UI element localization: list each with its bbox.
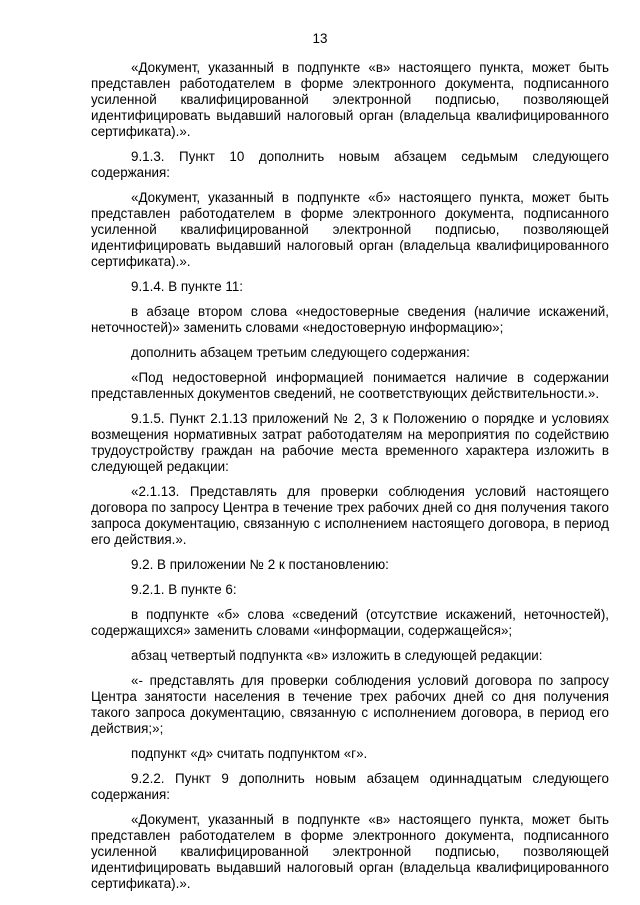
paragraph: «Под недостоверной информацией понимается наличие в содержании представленных документов сведений, не соответствующих действительности.».	[91, 370, 609, 401]
paragraph: 9.2.2. Пункт 9 дополнить новым абзацем одиннадцатым следующего содержания:	[91, 771, 609, 802]
paragraph: «Документ, указанный в подпункте «б» настоящего пункта, может быть представлен работодателем в форме электронного документа, подписанного усиленной квалифицированной электронной подписью, позволяющей идентифицировать выдавший налоговый орган (владельца квалифицированного сертификата).».	[91, 190, 609, 269]
paragraph: подпункт «д» считать подпунктом «г».	[131, 746, 368, 761]
paragraph: 9.1.4. В пункте 11:	[131, 279, 243, 294]
paragraph: дополнить абзацем третьим следующего содержания:	[131, 345, 470, 360]
document-body	[91, 60, 609, 901]
page-number: 13	[312, 31, 328, 46]
paragraph: 9.2. В приложении № 2 к постановлению:	[131, 557, 389, 572]
paragraph: «Документ, указанный в подпункте «в» настоящего пункта, может быть представлен работодателем в форме электронного документа, подписанного усиленной квалифицированной электронной подписью, позволяющей идентифицировать выдавший налоговый орган (владельца квалифицированного сертификата).».	[91, 812, 609, 891]
paragraph: «Документ, указанный в подпункте «в» настоящего пункта, может быть представлен работодателем в форме электронного документа, подписанного усиленной квалифицированной электронной подписью, позволяющей идентифицировать выдавший налоговый орган (владельца квалифицированного сертификата).».	[91, 60, 609, 139]
paragraph: «- представлять для проверки соблюдения условий договора по запросу Центра занятости населения в течение трех рабочих дней со дня получения такого запроса документацию, связанную с исполнением договора, в период его действия;»;	[91, 673, 609, 736]
paragraph: в подпункте «б» слова «сведений (отсутствие искажений, неточностей), содержащихся» заменить словами «информации, содержащейся»;	[91, 607, 609, 638]
paragraph: 9.1.5. Пункт 2.1.13 приложений № 2, 3 к Положению о порядке и условиях возмещения нормативных затрат работодателям на мероприятия по содействию трудоустройству граждан на рабочие места временного характера изложить в следующей редакции:	[91, 411, 609, 474]
paragraph: «2.1.13. Представлять для проверки соблюдения условий настоящего договора по запросу Центра в течение трех рабочих дней со дня получения такого запроса документацию, связанную с исполнением настоящего договора, в период его действия.».	[91, 484, 609, 547]
paragraph: 9.1.3. Пункт 10 дополнить новым абзацем седьмым следующего содержания:	[91, 149, 609, 180]
paragraph: в абзаце втором слова «недостоверные сведения (наличие искажений, неточностей)» заменить словами «недостоверную информацию»;	[91, 304, 609, 335]
paragraph: 9.2.1. В пункте 6:	[131, 582, 237, 597]
paragraph: абзац четвертый подпункта «в» изложить в следующей редакции:	[131, 648, 543, 663]
